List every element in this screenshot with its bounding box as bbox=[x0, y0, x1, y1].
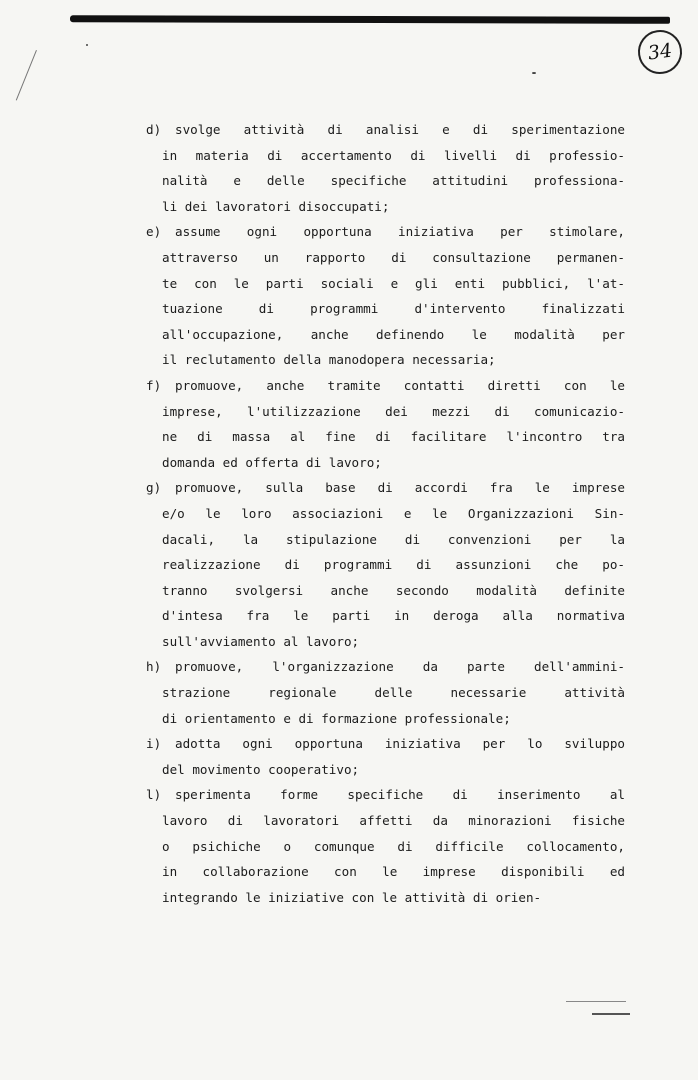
text-line: te con le parti sociali e gli enti pubblici, l'at- bbox=[162, 275, 625, 291]
text-line: attraverso un rapporto di consultazione permanen- bbox=[162, 249, 625, 265]
page-speck bbox=[86, 44, 88, 46]
text-line: svolge attività di analisi e di sperimentazione bbox=[175, 122, 625, 137]
handwritten-page-number: 34 bbox=[635, 27, 685, 77]
text-line: li dei lavoratori disoccupati; bbox=[162, 198, 390, 214]
text-line: integrando le iniziative con le attività di orien- bbox=[162, 889, 542, 905]
text-line: tuazione di programmi d'intervento finalizzati bbox=[162, 301, 625, 317]
list-item-marker: h) bbox=[146, 659, 162, 675]
page-speck bbox=[532, 72, 536, 74]
margin-pen-stroke bbox=[16, 50, 37, 100]
text-line: tranno svolgersi anche secondo modalità definite bbox=[162, 582, 625, 598]
list-item bbox=[0, 654, 698, 731]
text-line: d'intesa fra le parti in deroga alla normativa bbox=[162, 608, 625, 624]
list-item bbox=[0, 731, 698, 782]
footer-mark bbox=[566, 1001, 626, 1002]
text-line: nalità e delle specifiche attitudini professiona- bbox=[162, 173, 625, 189]
text-line: dacali, la stipulazione di convenzioni per la bbox=[162, 531, 625, 547]
text-line: promuove, anche tramite contatti diretti con le bbox=[175, 377, 625, 393]
text-line: in materia di accertamento di livelli di professio- bbox=[162, 147, 625, 163]
list-item-marker: e) bbox=[146, 224, 162, 240]
text-line: all'occupazione, anche definendo le modalità per bbox=[162, 326, 625, 342]
text-line: in collaborazione con le imprese disponibili ed bbox=[162, 864, 625, 880]
list-item-marker: g) bbox=[146, 480, 162, 496]
text-line: promuove, l'organizzazione da parte dell'ammini- bbox=[175, 659, 625, 675]
text-line: realizzazione di programmi di assunzioni che po- bbox=[162, 557, 625, 573]
text-line: di orientamento e di formazione professionale; bbox=[162, 710, 511, 726]
text-line: adotta ogni opportuna iniziativa per lo sviluppo bbox=[175, 736, 625, 752]
list-item-marker: l) bbox=[146, 787, 162, 803]
text-line: il reclutamento della manodopera necessaria; bbox=[162, 352, 496, 368]
text-line: ne di massa al fine di facilitare l'incontro tra bbox=[162, 429, 625, 445]
document-body bbox=[0, 117, 698, 910]
top-edge-bar bbox=[70, 15, 670, 24]
text-line: domanda ed offerta di lavoro; bbox=[162, 454, 382, 470]
text-line: sull'avviamento al lavoro; bbox=[162, 633, 360, 649]
list-item bbox=[0, 219, 698, 373]
text-line: assume ogni opportuna iniziativa per stimolare, bbox=[175, 224, 625, 240]
text-line: e/o le loro associazioni e le Organizzazioni Sin- bbox=[162, 505, 625, 521]
list-item bbox=[0, 373, 698, 475]
text-line: sperimenta forme specifiche di inserimento al bbox=[175, 787, 625, 803]
list-item bbox=[0, 782, 698, 910]
text-line: strazione regionale delle necessarie attività bbox=[162, 685, 625, 701]
text-line: o psichiche o comunque di difficile collocamento, bbox=[162, 838, 625, 854]
text-line: promuove, sulla base di accordi fra le imprese bbox=[175, 480, 625, 496]
text-line: lavoro di lavoratori affetti da minorazioni fisiche bbox=[162, 813, 625, 829]
list-item-marker: f) bbox=[146, 377, 162, 393]
list-item bbox=[0, 475, 698, 654]
list-item-marker: i) bbox=[146, 736, 162, 752]
list-item-marker: d) bbox=[146, 122, 162, 137]
text-line: del movimento cooperativo; bbox=[162, 761, 360, 777]
footer-mark bbox=[592, 1013, 630, 1015]
list-item bbox=[0, 117, 698, 219]
text-line: imprese, l'utilizzazione dei mezzi di comunicazio- bbox=[162, 403, 625, 419]
